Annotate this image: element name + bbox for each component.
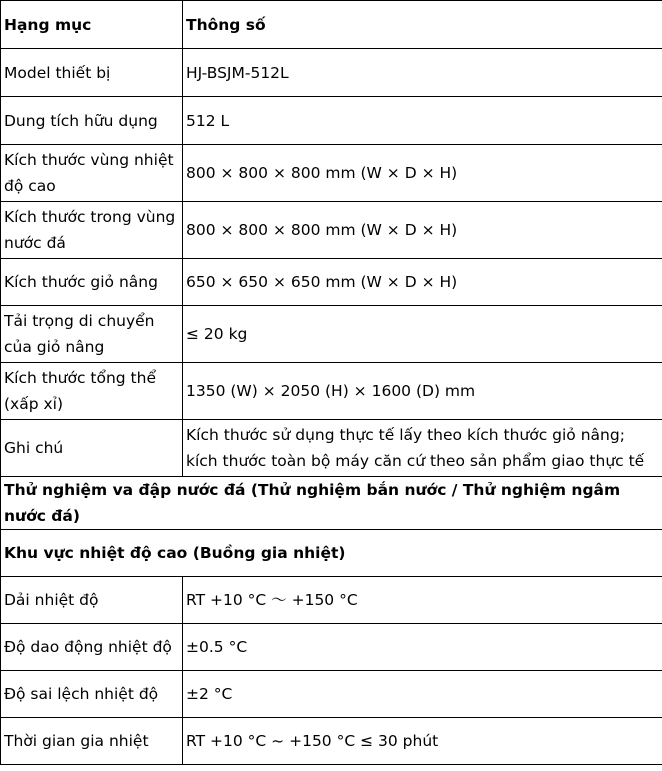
row-label: Kích thước tổng thể (xấp xỉ) xyxy=(1,363,183,420)
row-label: Độ dao động nhiệt độ xyxy=(1,624,183,671)
section-row xyxy=(1,477,662,530)
table-row xyxy=(1,97,662,145)
row-label: Ghi chú xyxy=(1,420,183,477)
table-header-row xyxy=(1,1,662,49)
row-label: Tải trọng di chuyển của giỏ nâng xyxy=(1,306,183,363)
table-row xyxy=(1,624,662,671)
row-label: Thời gian gia nhiệt xyxy=(1,718,183,765)
table-row xyxy=(1,718,662,765)
section-title-high-temp: Khu vực nhiệt độ cao (Buồng gia nhiệt) xyxy=(1,530,662,577)
row-value: Kích thước sử dụng thực tế lấy theo kích thước giỏ nâng; kích thước toàn bộ máy căn cứ theo sản phẩm giao thực tế xyxy=(183,420,662,477)
row-value: 512 L xyxy=(183,97,662,145)
table-row xyxy=(1,420,662,477)
row-value: RT +10 °C ~ +150 °C ≤ 30 phút xyxy=(183,718,662,765)
section-title-ice-impact: Thử nghiệm va đập nước đá (Thử nghiệm bắn nước / Thử nghiệm ngâm nước đá) xyxy=(1,477,662,530)
section-row xyxy=(1,530,662,577)
row-value: 650 × 650 × 650 mm (W × D × H) xyxy=(183,259,662,306)
row-label: Dải nhiệt độ xyxy=(1,577,183,624)
row-label: Kích thước trong vùng nước đá xyxy=(1,202,183,259)
row-value: ±0.5 °C xyxy=(183,624,662,671)
row-value: HJ-BSJM-512L xyxy=(183,49,662,97)
row-label: Kích thước giỏ nâng xyxy=(1,259,183,306)
row-value: ≤ 20 kg xyxy=(183,306,662,363)
table-row xyxy=(1,577,662,624)
row-label: Model thiết bị xyxy=(1,49,183,97)
row-label: Độ sai lệch nhiệt độ xyxy=(1,671,183,718)
row-label: Kích thước vùng nhiệt độ cao xyxy=(1,145,183,202)
header-item: Hạng mục xyxy=(1,1,183,49)
row-value: ±2 °C xyxy=(183,671,662,718)
table-row xyxy=(1,363,662,420)
table-row xyxy=(1,671,662,718)
table-row xyxy=(1,202,662,259)
table-row xyxy=(1,49,662,97)
row-value: 800 × 800 × 800 mm (W × D × H) xyxy=(183,145,662,202)
table-row xyxy=(1,306,662,363)
row-label: Dung tích hữu dụng xyxy=(1,97,183,145)
row-value: 800 × 800 × 800 mm (W × D × H) xyxy=(183,202,662,259)
table-row xyxy=(1,145,662,202)
row-value: 1350 (W) × 2050 (H) × 1600 (D) mm xyxy=(183,363,662,420)
row-value: RT +10 °C ～ +150 °C xyxy=(183,577,662,624)
header-spec: Thông số xyxy=(183,1,662,49)
table-row xyxy=(1,259,662,306)
